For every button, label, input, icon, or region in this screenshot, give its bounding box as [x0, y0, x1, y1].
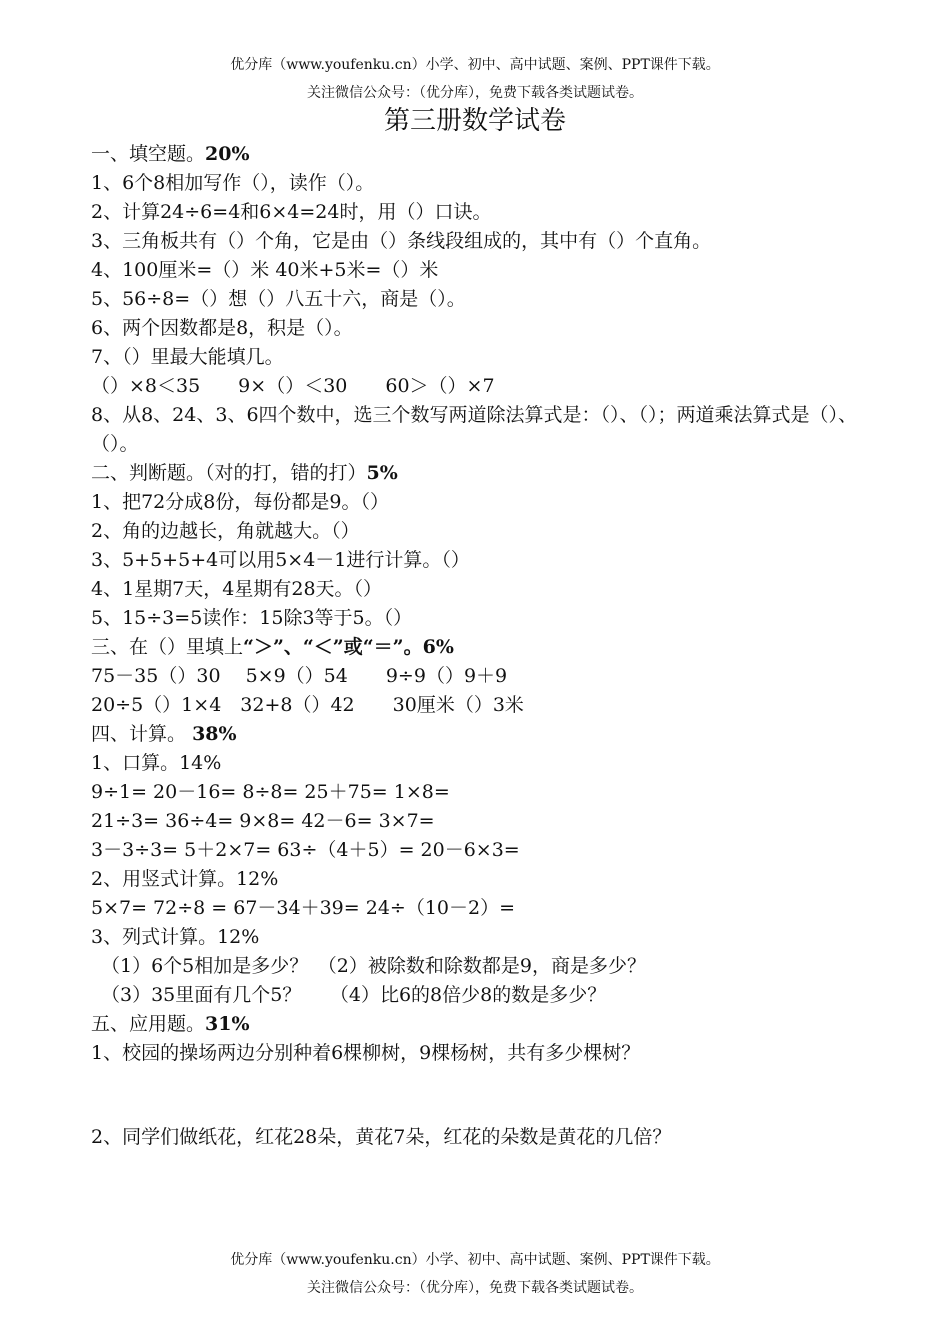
footer-line-1: 优分库（www.youfenku.cn）小学、初中、高中试题、案例、PPT课件下载。	[230, 1252, 720, 1268]
section-heading-text: 二、判断题。（对的打，错的打）	[91, 462, 367, 484]
question-5-2: 2、同学们做纸花，红花28朵，黄花7朵，红花的朵数是黄花的几倍？	[91, 1126, 672, 1148]
section-heading-text: 五、应用题。	[91, 1013, 206, 1035]
section-percent: 6%	[422, 636, 454, 658]
subsection-word: 3、列式计算。12%	[91, 926, 260, 948]
question-1-8: 8、从8、24、3、6四个数中，选三个数写两道除法算式是：（）、（）；两道乘法算式是（）、（）。	[91, 404, 858, 455]
word-row-2: （3）35里面有几个5？ （4）比6的8倍少8的数是多少？	[101, 984, 607, 1006]
question-2-1: 1、把72分成8份，每份都是9。（）	[91, 491, 389, 513]
compare-row-1: 75－35（）30 5×9（）54 9÷9（）9＋9	[91, 665, 508, 687]
oral-row-1: 9÷1= 20－16= 8÷8= 25＋75= 1×8=	[91, 781, 450, 803]
section-heading-text: 三、在（）里填上	[91, 636, 244, 658]
section-1-heading	[91, 140, 871, 169]
section-percent: 20%	[205, 143, 250, 165]
header-line-1: 优分库（www.youfenku.cn）小学、初中、高中试题、案例、PPT课件下载。	[230, 57, 720, 73]
question-1-5: 5、56÷8=（）想（）八五十六，商是（）。	[91, 288, 466, 310]
section-heading-text: 四、计算。	[91, 723, 187, 745]
section-5-heading	[91, 1010, 871, 1039]
answer-space	[91, 1068, 871, 1123]
section-heading-text: 一、填空题。	[91, 143, 206, 165]
question-2-5: 5、15÷3=5读作：15除3等于5。（）	[91, 607, 413, 629]
section-4-heading	[91, 720, 871, 749]
word-row-1: （1）6个5相加是多少？ （2）被除数和除数都是9，商是多少？	[101, 955, 646, 977]
compare-row-2: 20÷5（）1×4 32+8（）42 30厘米（）3米	[91, 694, 524, 716]
question-1-6: 6、两个因数都是8，积是（）。	[91, 317, 353, 339]
question-2-4: 4、1星期7天，4星期有28天。（）	[91, 578, 383, 600]
section-2-heading	[91, 459, 871, 488]
oral-row-3: 3－3÷3= 5＋2×7= 63÷（4＋5）= 20－6×3=	[91, 839, 520, 861]
question-1-3: 3、三角板共有（）个角，它是由（）条线段组成的，其中有（）个直角。	[91, 230, 712, 252]
exam-body	[91, 140, 871, 1152]
oral-row-2: 21÷3= 36÷4= 9×8= 42－6= 3×7=	[91, 810, 435, 832]
subsection-vertical: 2、用竖式计算。12%	[91, 868, 279, 890]
page-title: 第三册数学试卷	[383, 106, 566, 136]
question-1-4: 4、100厘米=（）米 40米+5米=（）米	[91, 259, 439, 281]
question-1-7-detail: （）×8＜35 9×（）＜30 60＞（）×7	[91, 375, 495, 397]
question-1-7: 7、（）里最大能填几。	[91, 346, 284, 368]
header-line-2: 关注微信公众号：（优分库），免费下载各类试题试卷。	[307, 85, 643, 101]
question-2-2: 2、角的边越长，角就越大。（）	[91, 520, 360, 542]
vertical-row: 5×7= 72÷8 = 67－34＋39= 24÷（10－2）=	[91, 897, 516, 919]
question-1-2: 2、计算24÷6=4和6×4=24时，用（）口诀。	[91, 201, 492, 223]
section-3-heading	[91, 633, 871, 662]
footer-line-2: 关注微信公众号：（优分库），免费下载各类试题试卷。	[307, 1280, 643, 1296]
question-1-1: 1、6个8相加写作（），读作（）。	[91, 172, 375, 194]
section-percent: 31%	[205, 1013, 250, 1035]
question-2-3: 3、5+5+5+4可以用5×4－1进行计算。（）	[91, 549, 470, 571]
section-heading-symbols: “＞”、“＜”或“＝”。	[243, 636, 423, 658]
question-5-1: 1、校园的操场两边分别种着6棵柳树，9棵杨树，共有多少棵树？	[91, 1042, 641, 1064]
section-percent: 5%	[366, 462, 398, 484]
section-percent: 38%	[192, 723, 237, 745]
subsection-oral: 1、口算。14%	[91, 752, 222, 774]
